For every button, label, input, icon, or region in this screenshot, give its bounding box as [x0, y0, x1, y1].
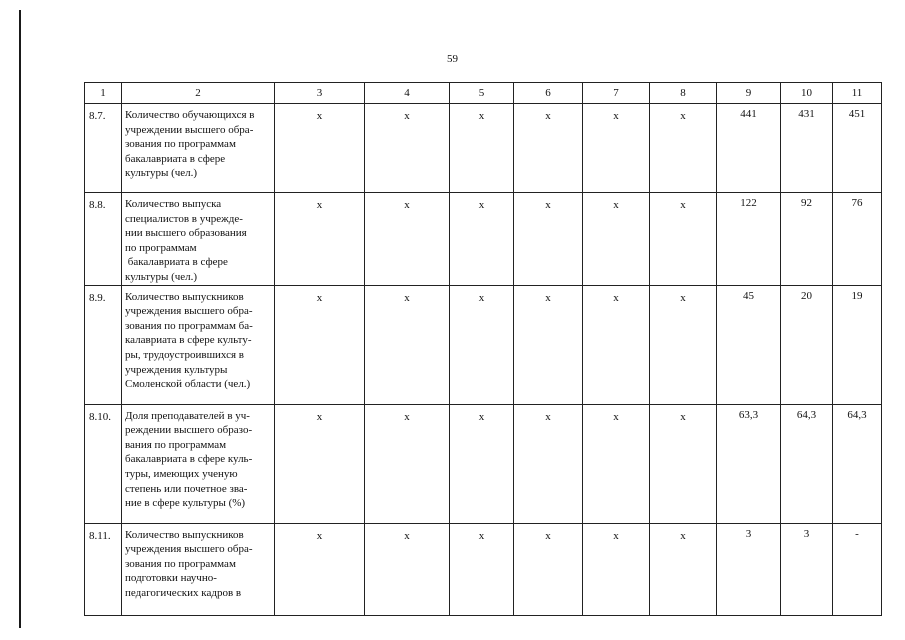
indicator-line: степень или почетное зва- — [125, 482, 248, 495]
value-cell: 19 — [833, 285, 882, 404]
mark-cell: x — [365, 523, 450, 615]
row-number: 8.7. — [85, 104, 122, 193]
header-cell: 8 — [650, 83, 717, 104]
header-cell: 9 — [717, 83, 781, 104]
header-cell: 10 — [781, 83, 833, 104]
header-cell: 2 — [122, 83, 275, 104]
mark-cell: x — [514, 285, 583, 404]
mark-cell: x — [365, 285, 450, 404]
mark-cell: x — [514, 104, 583, 193]
mark-cell: x — [583, 404, 650, 523]
indicator-line: культуры (чел.) — [125, 167, 198, 180]
mark-cell: x — [450, 104, 514, 193]
indicator-line: Количество выпускников — [125, 290, 244, 303]
indicator-line: бакалавриата в сфере — [125, 152, 226, 165]
value-cell: 92 — [781, 193, 833, 286]
value-cell: 3 — [717, 523, 781, 615]
mark-cell: x — [514, 523, 583, 615]
value-cell: 64,3 — [781, 404, 833, 523]
indicator-line: учреждения высшего обра- — [125, 543, 253, 556]
indicator-line: специалистов в учрежде- — [125, 212, 243, 225]
mark-cell: x — [450, 285, 514, 404]
row-number: 8.10. — [85, 404, 122, 523]
mark-cell: x — [450, 404, 514, 523]
mark-cell: x — [650, 404, 717, 523]
mark-cell: x — [365, 104, 450, 193]
indicator-line: учреждения культуры — [125, 363, 228, 376]
indicator-line: подготовки научно- — [125, 572, 217, 585]
page-number: 59 — [447, 53, 458, 65]
header-cell: 5 — [450, 83, 514, 104]
mark-cell: x — [583, 523, 650, 615]
mark-cell: x — [650, 104, 717, 193]
value-cell: 63,3 — [717, 404, 781, 523]
table-row — [85, 104, 882, 193]
value-cell: 45 — [717, 285, 781, 404]
indicator-line: нии высшего образования — [125, 227, 247, 240]
indicator-line: по программам — [125, 241, 197, 254]
mark-cell: x — [275, 285, 365, 404]
mark-cell: x — [650, 285, 717, 404]
mark-cell: x — [275, 404, 365, 523]
indicator-name — [122, 104, 275, 193]
table-row — [85, 523, 882, 615]
row-number: 8.8. — [85, 193, 122, 286]
margin-bar — [19, 10, 21, 628]
mark-cell: x — [275, 104, 365, 193]
indicator-name — [122, 193, 275, 286]
value-cell: - — [833, 523, 882, 615]
mark-cell: x — [450, 193, 514, 286]
indicator-line: бакалавриата в сфере куль- — [125, 453, 253, 466]
indicator-line: реждении высшего образо- — [125, 424, 253, 437]
indicator-line: культуры (чел.) — [125, 270, 198, 283]
mark-cell: x — [583, 104, 650, 193]
indicator-line: туры, имеющих ученую — [125, 467, 238, 480]
indicator-line: зования по программам ба- — [125, 319, 253, 332]
indicator-line: педагогических кадров в — [125, 586, 242, 599]
indicator-line: вания по программам — [125, 438, 227, 451]
indicator-line: калавриата в сфере культу- — [125, 334, 252, 347]
value-cell: 76 — [833, 193, 882, 286]
mark-cell: x — [514, 404, 583, 523]
indicator-line: ры, трудоустроившихся в — [125, 348, 245, 361]
value-cell: 20 — [781, 285, 833, 404]
indicator-line: зования по программам — [125, 138, 236, 151]
value-cell: 441 — [717, 104, 781, 193]
mark-cell: x — [365, 404, 450, 523]
value-cell: 3 — [781, 523, 833, 615]
mark-cell: x — [650, 523, 717, 615]
indicator-line: учреждения высшего обра- — [125, 305, 253, 318]
indicator-line: бакалавриата в сфере — [125, 256, 228, 269]
header-cell: 1 — [85, 83, 122, 104]
indicator-name — [122, 523, 275, 615]
header-cell: 11 — [833, 83, 882, 104]
indicator-line: Количество выпускников — [125, 528, 244, 541]
header-cell: 3 — [275, 83, 365, 104]
row-number: 8.11. — [85, 523, 122, 615]
mark-cell: x — [450, 523, 514, 615]
indicator-line: Количество выпуска — [125, 198, 222, 210]
header-cell: 6 — [514, 83, 583, 104]
table-row — [85, 404, 882, 523]
indicator-name — [122, 285, 275, 404]
indicator-line: учреждении высшего обра- — [125, 123, 254, 136]
indicator-name — [122, 404, 275, 523]
header-cell: 7 — [583, 83, 650, 104]
indicator-line: ние в сфере культуры (%) — [125, 497, 246, 510]
header-row — [85, 83, 882, 104]
table-row — [85, 193, 882, 286]
indicator-line: Смоленской области (чел.) — [125, 378, 251, 391]
indicator-line: Количество обучающихся в — [125, 109, 255, 121]
mark-cell: x — [275, 193, 365, 286]
mark-cell: x — [514, 193, 583, 286]
indicator-line: Доля преподавателей в уч- — [125, 409, 250, 422]
indicator-line: зования по программам — [125, 557, 236, 570]
mark-cell: x — [365, 193, 450, 286]
table-row — [85, 285, 882, 404]
value-cell: 122 — [717, 193, 781, 286]
mark-cell: x — [275, 523, 365, 615]
value-cell: 431 — [781, 104, 833, 193]
header-cell: 4 — [365, 83, 450, 104]
mark-cell: x — [583, 285, 650, 404]
value-cell: 64,3 — [833, 404, 882, 523]
row-number: 8.9. — [85, 285, 122, 404]
mark-cell: x — [650, 193, 717, 286]
data-table — [84, 82, 882, 616]
mark-cell: x — [583, 193, 650, 286]
value-cell: 451 — [833, 104, 882, 193]
